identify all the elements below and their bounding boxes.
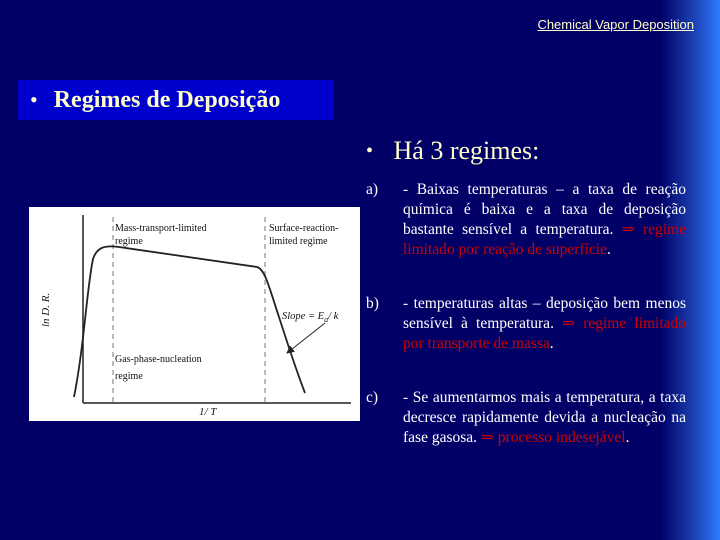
item-text: - temperaturas altas – deposição bem menos sensível à temperatura. xyxy=(403,295,686,332)
list-item-b xyxy=(366,294,686,354)
mass-transport-label-line-2: regime xyxy=(115,236,143,247)
item-highlight: processo indesejável xyxy=(497,429,626,446)
item-tail: . xyxy=(625,429,630,446)
title-bullet: • xyxy=(30,87,38,112)
item-tail: . xyxy=(607,241,611,258)
implication-arrow: ⇒ xyxy=(480,429,494,446)
item-label: c) xyxy=(366,389,379,406)
item-tail: . xyxy=(549,335,554,352)
item-label: b) xyxy=(366,295,379,312)
deposition-regimes-diagram xyxy=(29,207,360,421)
x-axis-label: 1/ T xyxy=(199,406,217,418)
diagram-svg xyxy=(29,207,360,421)
item-label: a) xyxy=(366,181,379,198)
subheading xyxy=(366,136,539,166)
mass-transport-label-line-1: Mass-transport-limited xyxy=(115,223,207,234)
implication-arrow: ⇒ xyxy=(621,221,635,238)
header-title[interactable]: Chemical Vapor Deposition xyxy=(537,17,694,32)
surface-reaction-label-line-1: Surface-reaction- xyxy=(269,223,339,234)
section-title-box xyxy=(18,80,334,120)
slope-label: Slope = $E_a/$ k xyxy=(282,311,339,324)
item-highlight: regime limitado por reação de superfície xyxy=(403,221,686,258)
section-title: Regimes de Deposição xyxy=(53,86,281,113)
item-body xyxy=(403,180,686,260)
list-item-a xyxy=(366,180,686,260)
item-body xyxy=(403,388,686,448)
list-item-c xyxy=(366,388,686,448)
subheading-text: Há 3 regimes: xyxy=(393,136,540,165)
slope-arrow xyxy=(287,323,325,353)
background-gradient-stripe xyxy=(660,0,720,540)
deposition-rate-curve xyxy=(74,246,305,397)
surface-reaction-label-line-2: limited regime xyxy=(269,236,328,247)
item-highlight: regime limitado por transporte de massa xyxy=(403,315,687,352)
item-body xyxy=(403,294,686,354)
gas-phase-label-line-1: Gas-phase-nucleation xyxy=(115,354,202,365)
item-text: - Baixas temperaturas – a taxa de reação química é baixa e a taxa de deposição bastante sensível a temperatura. xyxy=(403,181,686,238)
item-text: - Se aumentarmos mais a temperatura, a taxa decresce rapidamente devida a nucleação na fase gasosa. xyxy=(403,389,686,446)
gas-phase-label-line-2: regime xyxy=(115,371,143,382)
implication-arrow: ⇒ xyxy=(562,315,576,332)
subheading-bullet: • xyxy=(366,140,374,162)
y-axis-label: ln D. R. xyxy=(40,292,52,327)
